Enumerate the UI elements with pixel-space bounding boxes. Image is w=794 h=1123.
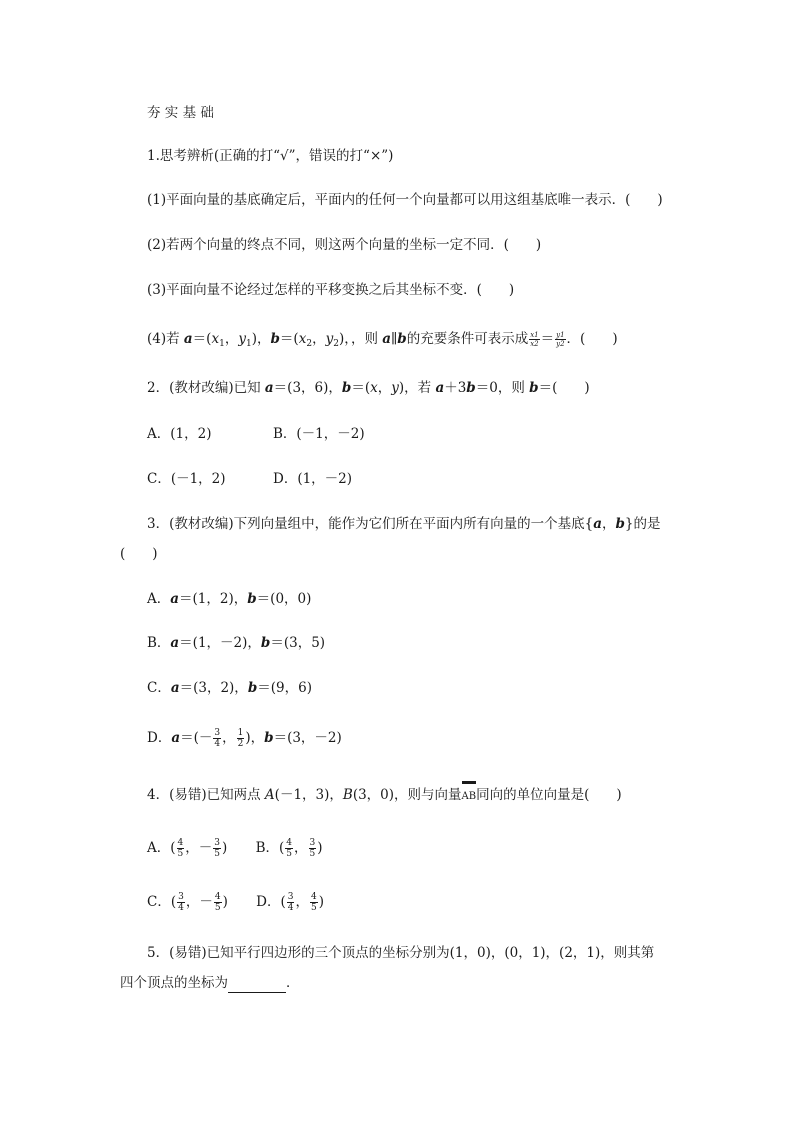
section-title: 夯 实 基 础 xyxy=(147,105,214,121)
q4-option-c: C．( $\frac{3}{4}$ ，－ $\frac{4}{5}$ ) xyxy=(147,892,228,913)
fraction: $\frac{4}{5}$ xyxy=(214,892,221,913)
answer-blank[interactable] xyxy=(228,978,286,993)
fraction: $\frac{3}{4}$ xyxy=(178,892,184,913)
vector-arrow-bar xyxy=(462,781,477,784)
q4-option-b: B．( $\frac{4}{5}$ ， $\frac{3}{5}$ ) xyxy=(255,838,323,859)
fraction: $\frac{3}{5}$ xyxy=(309,838,316,859)
fraction: $\frac{3}{4}$ xyxy=(287,892,294,913)
q4-options-row-2 xyxy=(147,892,324,913)
fraction: $\frac{4}{5}$ xyxy=(177,838,184,859)
fraction: $\frac{1}{2}$ xyxy=(237,728,244,749)
q5-stem-line-2: 四个顶点的坐标为 ． xyxy=(120,975,300,991)
vector-ab: AB xyxy=(462,785,477,807)
q1-item-1: (1)平面向量的基底确定后，平面内的任何一个向量都可以用这组基底唯一表示．( ) xyxy=(147,192,663,208)
q4-stem: 4．(易错)已知两点 A(－1，3)，B(3，0)，则与向量 AB同向的单位向量是( ) xyxy=(147,785,622,807)
q5-stem-line-1: 5．(易错)已知平行四边形的三个顶点的坐标分别为(1，0)，(0，1)，(2，1)，则其第 xyxy=(147,945,655,961)
q1-item-4: (4)若 $a=(x_1$，$y_1$)，$b=(x_2$，$y_2$)，，则 a∥b的充要条件可表示成 $\frac{x1}{x2}$ ＝ $\frac{y1}{y2}$ ．( ) xyxy=(147,331,618,349)
q3-stem-line-1: 3．(教材改编)下列向量组中，能作为它们所在平面内所有向量的一个基底{a，b}的是 xyxy=(147,516,661,532)
q3-option-b: B．a＝(1，－2)，b＝(3，5) xyxy=(147,635,326,651)
fraction: $\frac{4}{5}$ xyxy=(310,892,317,913)
q4-options-row-1 xyxy=(147,838,323,859)
fraction: $\frac{3}{5}$ xyxy=(214,838,220,859)
q3-option-a: A．a＝(1，2)，b＝(0，0) xyxy=(147,591,312,607)
q2-stem: 2．(教材改编)已知 a＝(3，6)，b＝(x，y)，若 a＋3b＝0，则 b＝( ) xyxy=(147,380,590,396)
q3-stem-line-2: ( ) xyxy=(120,546,158,562)
q4-option-a: A．( $\frac{4}{5}$ ，－ $\frac{3}{5}$ ) xyxy=(147,838,228,859)
fraction-x: $\frac{x1}{x2}$ xyxy=(530,331,539,348)
q3-option-d: D．a＝(－ $\frac{3}{4}$ ， $\frac{1}{2}$ )，b＝(3，－2) xyxy=(147,728,342,749)
q4-option-d: D．( $\frac{3}{4}$ ， $\frac{4}{5}$ ) xyxy=(256,892,324,913)
fraction-y: $\frac{y1}{y2}$ xyxy=(556,331,565,348)
q2-option-a: A．(1，2) xyxy=(147,426,212,442)
q3-option-c: C．a＝(3，2)，b＝(9，6) xyxy=(147,680,312,696)
q2-options-row-2 xyxy=(147,469,352,489)
q1-prompt: 1.思考辨析(正确的打“√”，错误的打“×”) xyxy=(147,148,394,164)
q2-options-row-1 xyxy=(147,424,365,444)
fraction: $\frac{4}{5}$ xyxy=(286,838,292,859)
q2-option-c: C．(－1，2) xyxy=(147,471,226,487)
q2-option-d: D．(1，－2) xyxy=(273,471,353,487)
q1-item-2: (2)若两个向量的终点不同，则这两个向量的坐标一定不同．( ) xyxy=(147,237,542,253)
q2-option-b: B．(－1，－2) xyxy=(273,426,365,442)
fraction: $\frac{3}{4}$ xyxy=(214,728,221,749)
q1-item-3: (3)平面向量不论经过怎样的平移变换之后其坐标不变．( ) xyxy=(147,282,515,298)
